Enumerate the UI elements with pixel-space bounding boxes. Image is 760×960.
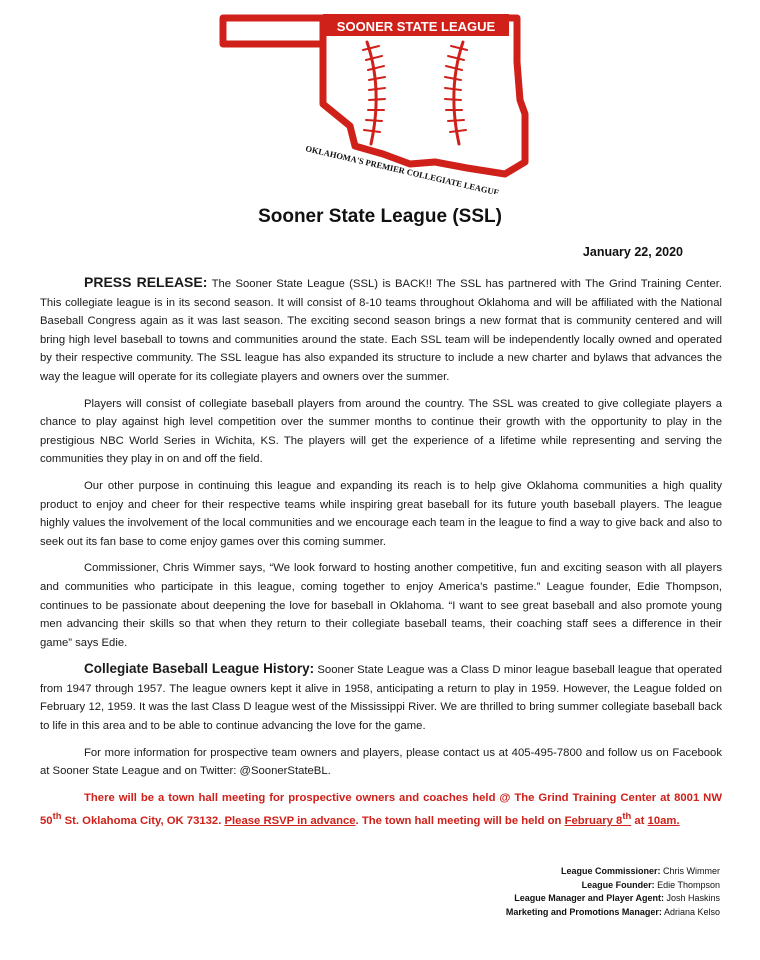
signature-role: League Manager and Player Agent: bbox=[514, 893, 664, 903]
town-hall-text-2: St. Oklahoma City, OK 73132. bbox=[61, 815, 225, 828]
signature-line bbox=[506, 865, 720, 879]
logo-tagline-text: OKLAHOMA'S PREMIER COLLEGIATE LEAGUE bbox=[304, 143, 501, 194]
paragraph-purpose: Our other purpose in continuing this league and expanding its reach is to help give Oklahoma communities a high quality product to enjoy and cheer for their respective teams while inspiring great baseball for its future youth baseball players. The league highly values the involvement of the local communities and we encourage each team in the league to find a way to give back and also to seek out its fan base to come enjoy games over this coming summer. bbox=[40, 479, 722, 548]
signature-name: Adriana Kelso bbox=[663, 906, 720, 917]
town-hall-sup-1: th bbox=[52, 810, 62, 822]
signature-role: Marketing and Promotions Manager: bbox=[505, 906, 662, 917]
town-hall-date-text: February 8 bbox=[564, 815, 623, 828]
paragraph-players: Players will consist of collegiate baseball players from around the country. The SSL was created to give collegiate players a chance to play against high level competition over the summer months to continue their growth with the opportunity to play in the prestigious NBC World Series in Wichita, KS. The players will get the experience of a lifetime while representing and serving the communities they play in on and off the field. bbox=[40, 397, 722, 466]
town-hall-time: 10am. bbox=[647, 815, 680, 828]
signature-line bbox=[506, 879, 720, 893]
paragraph-intro-text: The Sooner State League (SSL) is BACK!! The SSL has partnered with The Grind Training Center. This collegiate league is in its second season. It will consist of 8-10 teams throughout Oklahoma and will be affiliated with the National Baseball Congress again as it was last season. The exciting second season brings a new format that is community centered and will bring high level baseball to towns and communities around the state. Each SSL team will be independently locally owned and operated by their respective community. The SSL league has also expanded its structure to include a new charter and bylaws that advances the way the league will operate for its collegiate players and owners over the summer. bbox=[40, 278, 722, 383]
paragraph-town-hall bbox=[40, 789, 722, 831]
paragraph-history-text: Sooner State League was a Class D minor league baseball league that operated from 1947 through 1957. The league owners kept it alive in 1958, anticipating a return to play in 1959. However, the League folded on February 12, 1959. It was the last Class D league west of the Mississippi River. We are thrilled to bring summer collegiate baseball back to life in this area and to be able to continue advancing the love for the game. bbox=[40, 664, 722, 733]
document-title: Sooner State League (SSL) bbox=[258, 206, 502, 227]
signature-role: League Commissioner: bbox=[560, 866, 661, 876]
signature-role: League Founder: bbox=[581, 879, 655, 890]
history-heading: Collegiate Baseball League History: bbox=[84, 661, 315, 677]
signature-name: Chris Wimmer bbox=[663, 866, 720, 876]
signature-block bbox=[506, 865, 720, 919]
signature-name: Josh Haskins bbox=[666, 893, 720, 903]
league-logo bbox=[205, 4, 545, 194]
press-release-body bbox=[40, 273, 722, 839]
signature-line bbox=[506, 906, 720, 920]
town-hall-date bbox=[564, 810, 632, 828]
logo-banner-text: SOONER STATE LEAGUE bbox=[336, 19, 496, 34]
press-release-label: PRESS RELEASE: bbox=[84, 274, 208, 290]
paragraph-quotes: Commissioner, Chris Wimmer says, “We look forward to hosting another competitive, fun and exciting season with all players and communities who participate in this league, coming together to enjoy America’s pastime.” League founder, Edie Thompson, continues to be passionate about deepening the love for baseball in Oklahoma. “I want to see great baseball and also promote young men advancing their skills so that when they return to their collegiate baseball teams, their coaching staff sees a difference in their game” says Edie. bbox=[40, 562, 722, 649]
town-hall-date-sup: th bbox=[622, 810, 632, 822]
rsvp-link[interactable]: Please RSVP in advance bbox=[224, 815, 356, 828]
signature-line bbox=[506, 892, 720, 906]
oklahoma-logo-icon bbox=[205, 4, 545, 194]
town-hall-text-1: There will be a town hall meeting for prospective owners and coaches held @ The Grind Training Center at 8001 NW 50 bbox=[40, 791, 722, 828]
paragraph-contact: For more information for prospective team owners and players, please contact us at 405-495-7800 and follow us on Facebook at Sooner State League and on Twitter: @SoonerStateBL. bbox=[40, 746, 722, 778]
town-hall-text-3: . The town hall meeting will be held on bbox=[355, 815, 565, 828]
release-date: January 22, 2020 bbox=[582, 245, 683, 259]
town-hall-text-4: at bbox=[631, 815, 648, 828]
signature-name: Edie Thompson bbox=[657, 879, 720, 890]
paragraph-intro bbox=[40, 273, 722, 387]
paragraph-history bbox=[40, 660, 722, 735]
